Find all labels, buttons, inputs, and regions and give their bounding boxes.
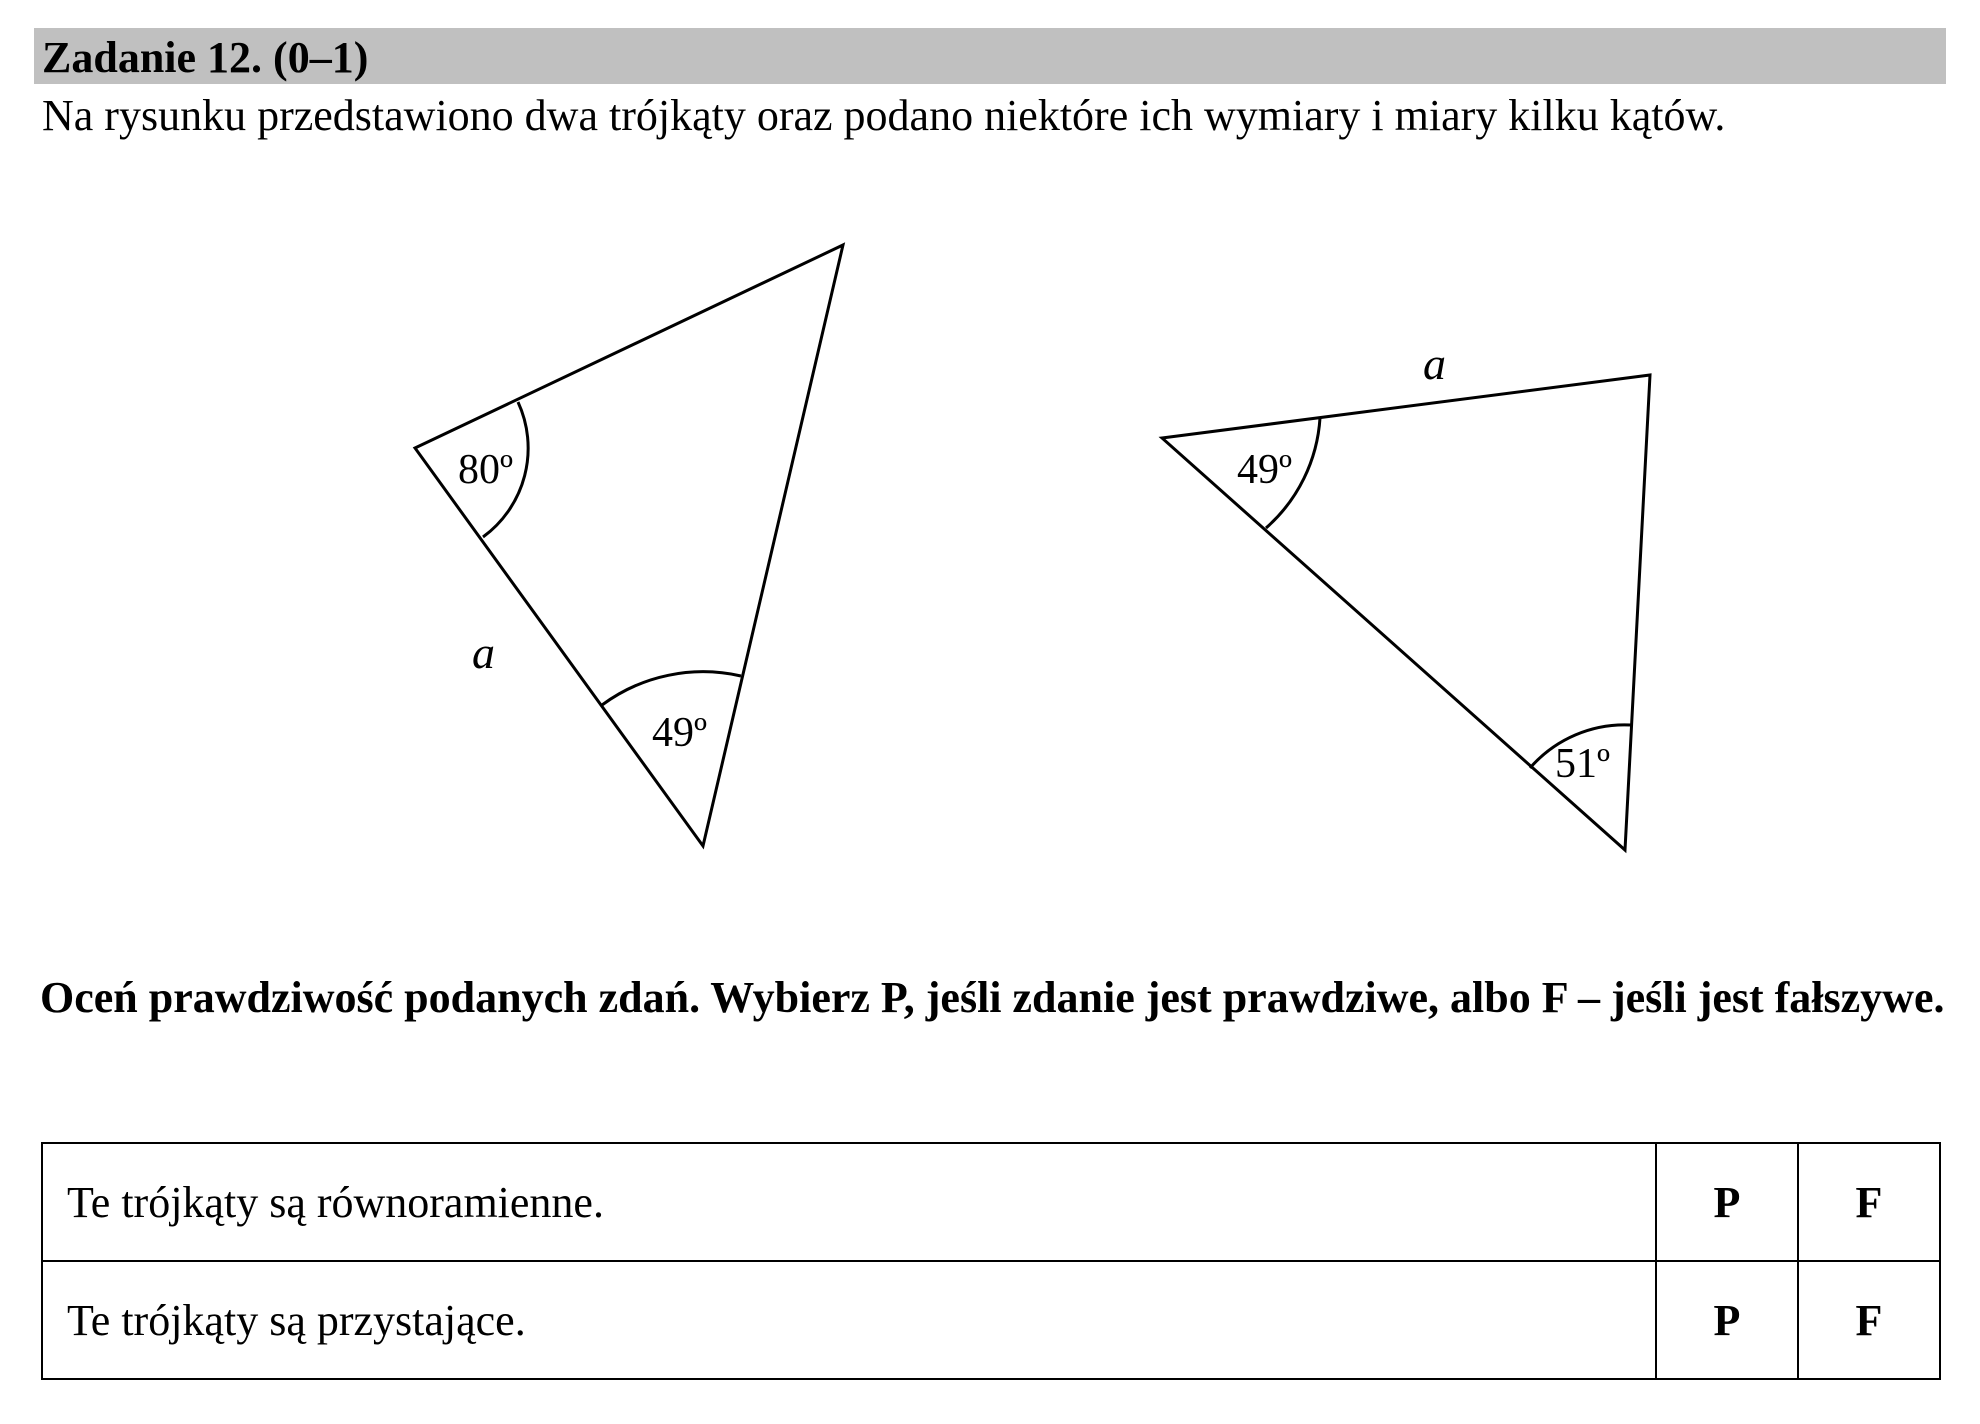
triangle-1-side-label: a xyxy=(472,627,495,678)
triangle-2 xyxy=(1162,338,1650,850)
triangle-2-angle-bottom-label: 51º xyxy=(1555,741,1611,787)
statement-1-text: Te trójkąty są równoramienne. xyxy=(42,1143,1656,1261)
triangle-1-outline xyxy=(415,245,843,846)
triangle-1-angle-top-label: 80º xyxy=(458,447,514,493)
statement-2-true-option[interactable]: P xyxy=(1656,1261,1798,1379)
statement-1-false-option[interactable]: F xyxy=(1798,1143,1940,1261)
true-false-table xyxy=(41,1142,1941,1380)
triangle-2-side-label: a xyxy=(1423,338,1446,389)
task-title: Zadanie 12. (0–1) xyxy=(42,33,369,82)
task-intro: Na rysunku przedstawiono dwa trójkąty oraz podano niektóre ich wymiary i miary kilku kątów. xyxy=(42,91,1726,140)
statement-2-text: Te trójkąty są przystające. xyxy=(42,1261,1656,1379)
statement-2-false-option[interactable]: F xyxy=(1798,1261,1940,1379)
statement-row-2 xyxy=(42,1261,1940,1379)
triangle-2-angle-left-label: 49º xyxy=(1237,447,1293,493)
triangle-1-angle-bottom-label: 49º xyxy=(652,710,708,756)
statement-1-true-option[interactable]: P xyxy=(1656,1143,1798,1261)
triangle-1-angle-arc-bottom xyxy=(602,672,741,705)
statement-row-1 xyxy=(42,1143,1940,1261)
triangle-1 xyxy=(415,245,843,846)
task-instruction: Oceń prawdziwość podanych zdań. Wybierz P, jeśli zdanie jest prawdziwe, albo F – jeśli jest fałszywe. xyxy=(40,973,1945,1022)
